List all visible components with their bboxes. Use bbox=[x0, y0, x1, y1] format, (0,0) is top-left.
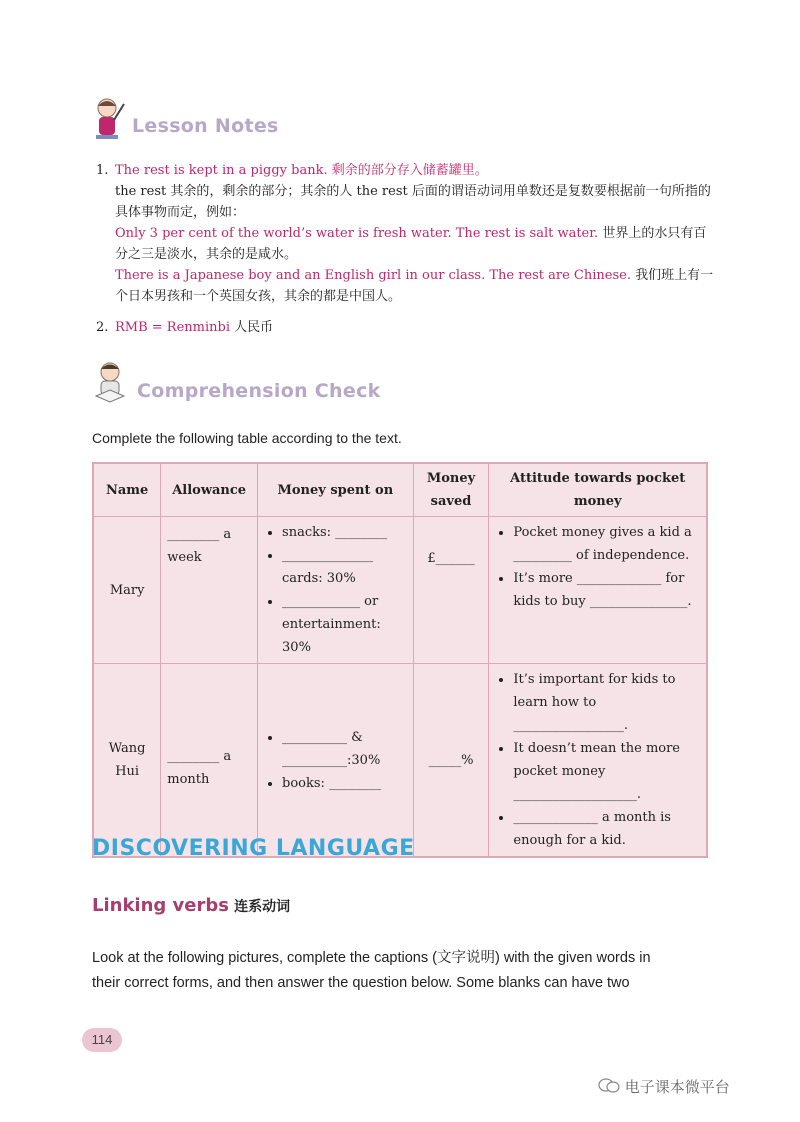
spent-item[interactable]: • snacks: ________ bbox=[282, 521, 407, 544]
header-money-spent: Money spent on bbox=[258, 463, 414, 517]
header-attitude: Attitude towards pocket money bbox=[489, 463, 707, 517]
linking-verbs-label: Linking verbs bbox=[92, 895, 229, 916]
watermark-text: 电子课本微平台 bbox=[624, 1078, 730, 1096]
row-saved[interactable]: _____% bbox=[413, 664, 489, 858]
note1-example1-en: Only 3 per cent of the world’s water is fresh water. The rest is salt water. bbox=[115, 226, 599, 241]
watermark bbox=[598, 1076, 730, 1097]
teacher-figure-icon bbox=[92, 96, 126, 140]
discovering-language-heading: DISCOVERING LANGUAGE bbox=[92, 836, 415, 861]
row-saved[interactable]: £______ bbox=[413, 517, 489, 664]
page-number: 114 bbox=[82, 1028, 122, 1052]
note1-line2: the rest 其余的，剩余的部分；其余的人 the rest 后面的谓语动词用单数还是复数要根据前一句所指的具体事物而定，例如： bbox=[115, 184, 711, 220]
spent-item[interactable]: • books: ________ bbox=[282, 772, 407, 795]
discovering-instruction bbox=[92, 946, 722, 996]
instruction-line: Look at the following pictures, complete the captions (文字说明) with the given words in bbox=[92, 950, 651, 966]
row-attitude bbox=[489, 517, 707, 664]
linking-verbs-heading bbox=[92, 895, 290, 916]
comprehension-title: Comprehension Check bbox=[137, 380, 381, 402]
comprehension-instruction: Complete the following table according to the text. bbox=[92, 430, 402, 446]
note-number: 1. bbox=[96, 163, 109, 178]
note1-example2-zh: 我们班上有一个日本男孩和一个英国女孩，其余的都是中国人。 bbox=[115, 268, 714, 304]
row-allowance[interactable]: ________ a month bbox=[161, 664, 258, 858]
attitude-item[interactable]: • It’s important for kids to learn how to _________________. bbox=[513, 668, 700, 737]
note2-text: RMB = Renminbi bbox=[115, 320, 231, 335]
attitude-item[interactable]: • It’s more _____________ for kids to buy _______________. bbox=[513, 567, 700, 613]
note1-example1-zh: 世界上的水只有百分之三是淡水，其余的是咸水。 bbox=[115, 226, 707, 262]
table-row bbox=[93, 517, 707, 664]
note1-example2-en: There is a Japanese boy and an English girl in our class. The rest are Chinese. bbox=[115, 268, 631, 283]
instruction-line: their correct forms, and then answer the question below. Some blanks can have two bbox=[92, 975, 630, 991]
table-row bbox=[93, 664, 707, 858]
note2-zh: 人民币 bbox=[234, 320, 274, 335]
header-name: Name bbox=[93, 463, 161, 517]
row-name: Wang Hui bbox=[93, 664, 161, 858]
linking-verbs-zh: 连系动词 bbox=[234, 899, 291, 915]
row-spent bbox=[258, 517, 414, 664]
row-allowance[interactable]: ________ a week bbox=[161, 517, 258, 664]
row-attitude bbox=[489, 664, 707, 858]
row-name: Mary bbox=[93, 517, 161, 664]
row-spent bbox=[258, 664, 414, 858]
attitude-item[interactable]: • It doesn’t mean the more pocket money ___________________. bbox=[513, 737, 700, 806]
header-allowance: Allowance bbox=[161, 463, 258, 517]
attitude-item[interactable]: • _____________ a month is enough for a kid. bbox=[513, 806, 700, 852]
spent-item[interactable]: • __________ & __________:30% bbox=[282, 726, 407, 772]
chat-bubble-icon bbox=[598, 1078, 620, 1094]
reading-child-icon bbox=[92, 360, 130, 404]
table-header-row bbox=[93, 463, 707, 517]
lesson-notes-title: Lesson Notes bbox=[132, 115, 279, 137]
header-money-saved: Money saved bbox=[413, 463, 489, 517]
note1-line1: The rest is kept in a piggy bank. 剩余的部分存入储蓄罐里。 bbox=[115, 163, 488, 178]
comprehension-table bbox=[92, 462, 708, 858]
attitude-item[interactable]: • Pocket money gives a kid a _________ of independence. bbox=[513, 521, 700, 567]
lesson-notes-body bbox=[96, 160, 716, 338]
note-number: 2. bbox=[96, 320, 109, 335]
spent-item[interactable]: • ______________ cards: 30% bbox=[282, 544, 407, 590]
spent-item[interactable]: • ____________ or entertainment: 30% bbox=[282, 590, 407, 659]
